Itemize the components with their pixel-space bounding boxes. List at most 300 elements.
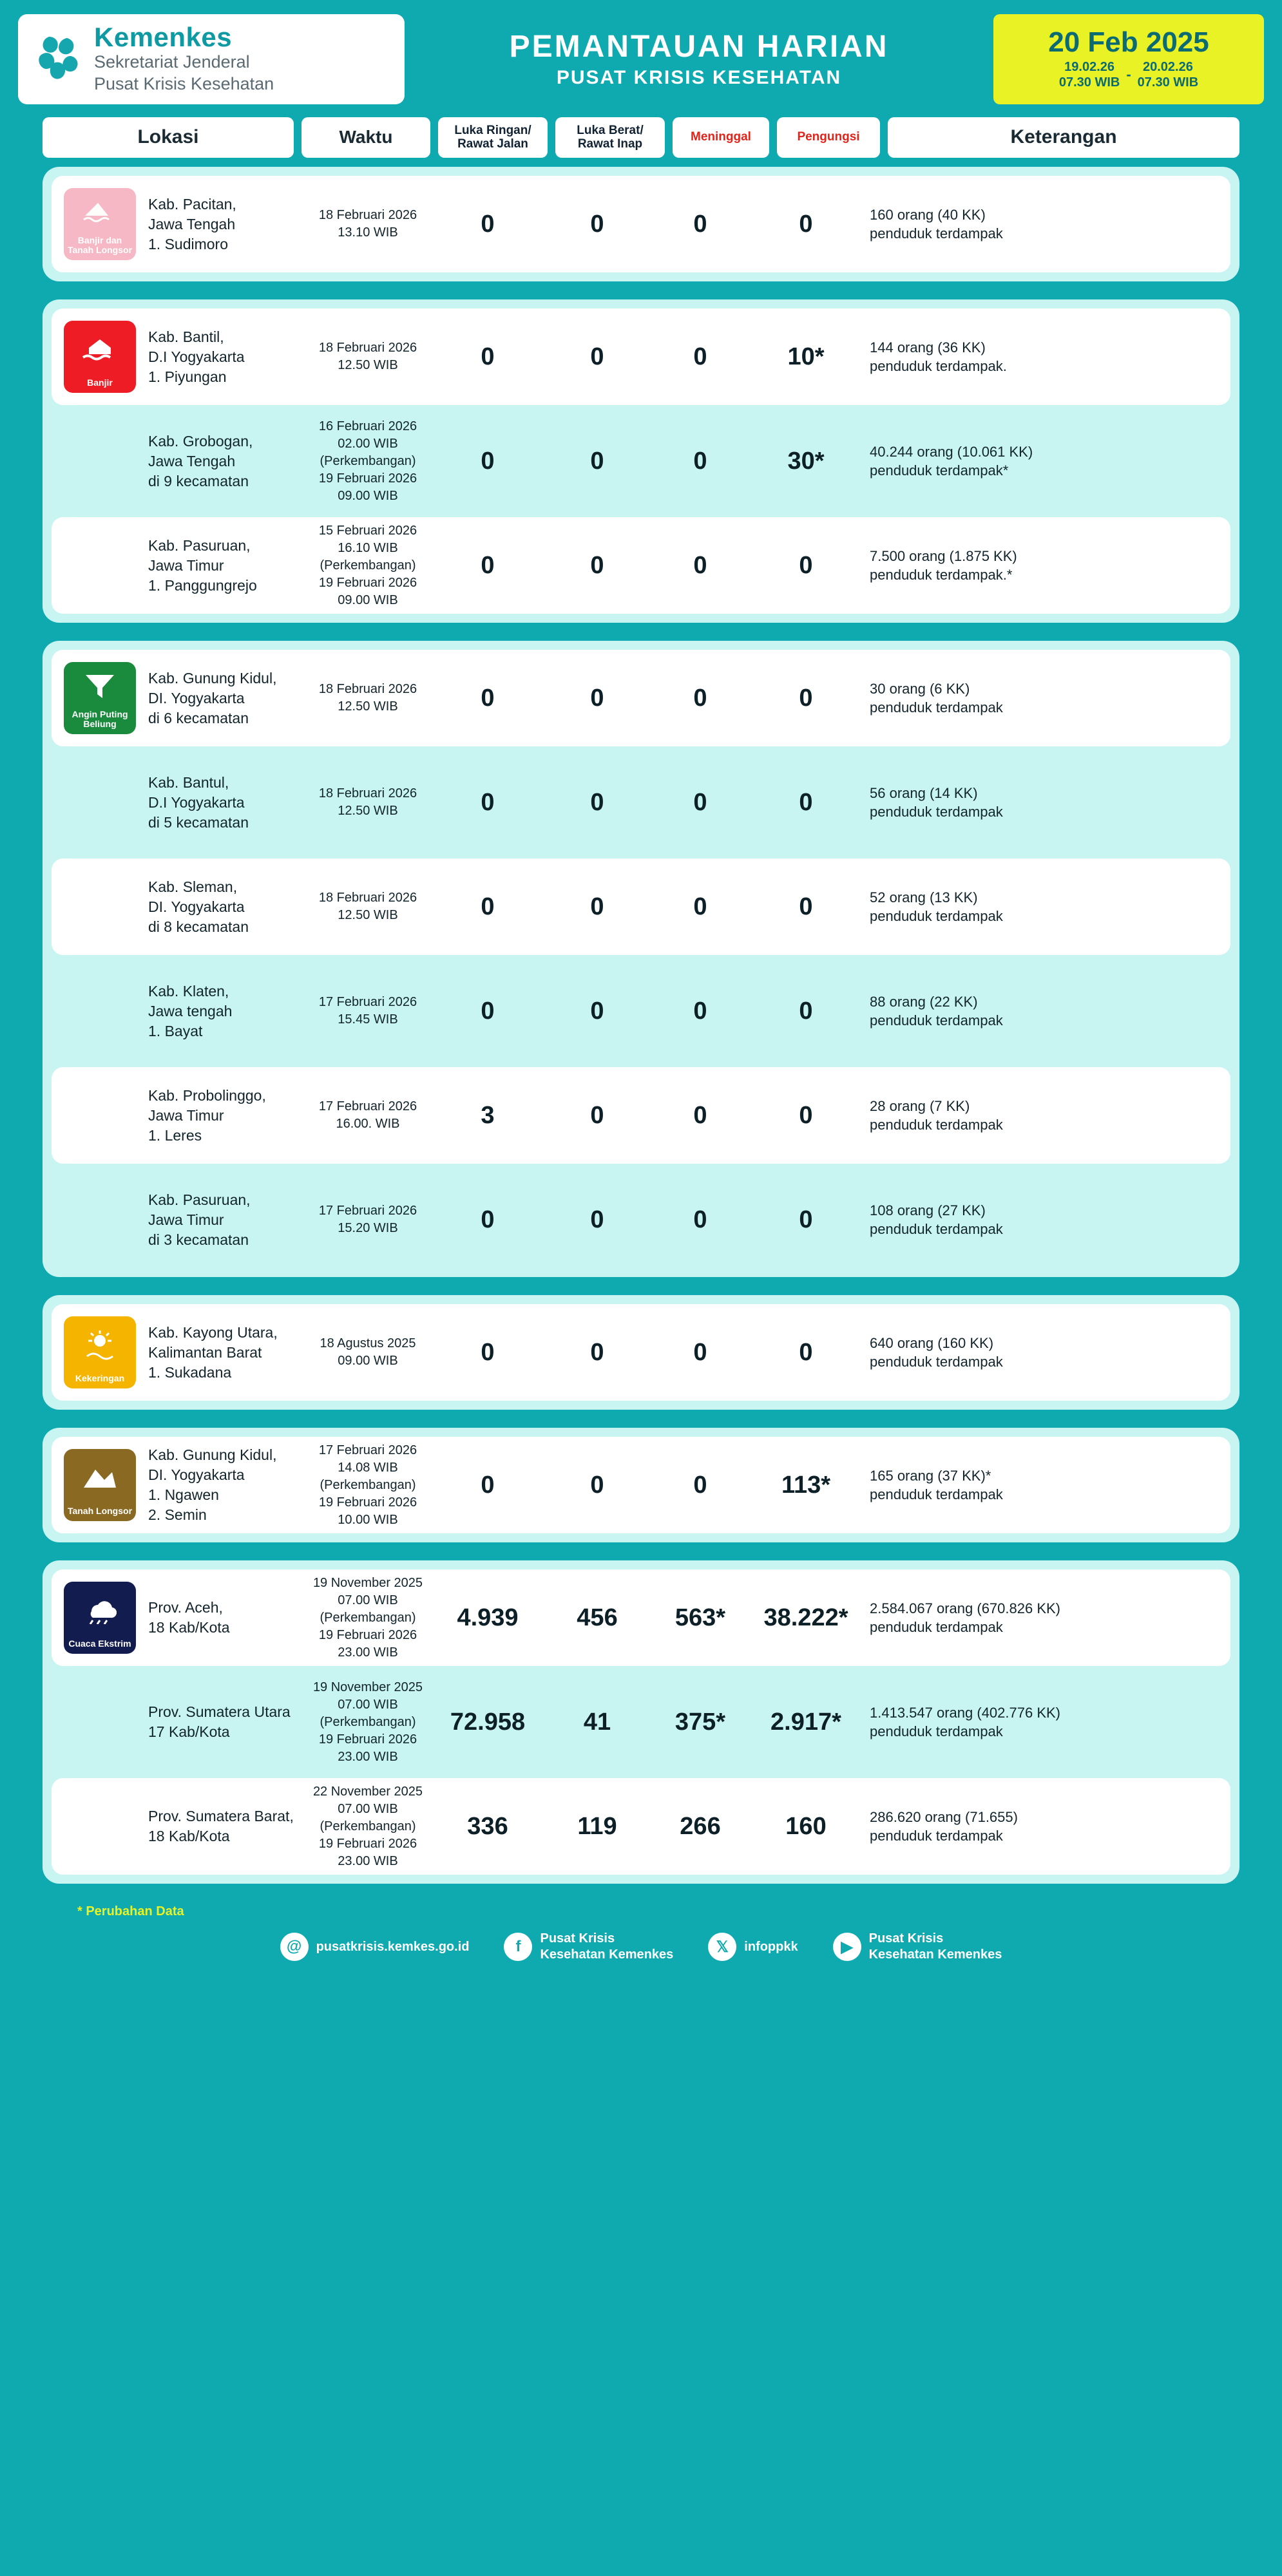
table-row <box>52 754 1230 851</box>
lokasi-line: di 3 kecamatan <box>148 1231 249 1248</box>
row-icon-cell <box>52 1067 148 1164</box>
lokasi-line: Kab. Klaten, <box>148 982 229 999</box>
table-row <box>52 1569 1230 1666</box>
waktu-line: 12.50 WIB <box>338 699 398 714</box>
cell-waktu <box>303 176 433 272</box>
table-row <box>52 1171 1230 1268</box>
cell-pengungsi: 0 <box>799 1206 813 1233</box>
cell-keterangan <box>863 1067 1230 1164</box>
keterangan-line: penduduk terdampak <box>870 1221 1003 1238</box>
cell-waktu <box>303 1569 433 1666</box>
cell-meninggal: 0 <box>693 210 707 238</box>
keterangan-line: 30 orang (6 KK) <box>870 680 970 697</box>
flood-landslide-icon-glyph <box>82 188 117 235</box>
header <box>0 0 1282 111</box>
lokasi-line: 1. Bayat <box>148 1022 203 1039</box>
cell-lokasi <box>148 963 303 1059</box>
cell-keterangan <box>863 308 1230 405</box>
column-header-luka-ringan-line2: Rawat Jalan <box>457 137 528 151</box>
waktu-line: 12.50 WIB <box>338 804 398 819</box>
cell-pengungsi: 0 <box>799 210 813 238</box>
lokasi-line: di 5 kecamatan <box>148 813 249 831</box>
cell-lokasi <box>148 1674 303 1770</box>
waktu-line: 15 Februari 2026 <box>318 523 417 538</box>
keterangan-line: 1.413.547 orang (402.776 KK) <box>870 1704 1061 1721</box>
cell-pengungsi: 0 <box>799 1101 813 1129</box>
cell-lokasi <box>148 1171 303 1268</box>
cell-pengungsi: 0 <box>799 1338 813 1366</box>
keterangan-line: penduduk terdampak <box>870 1354 1003 1370</box>
lokasi-line: Jawa Timur <box>148 1106 224 1124</box>
cell-lokasi <box>148 1569 303 1666</box>
cell-luka-ringan: 0 <box>481 997 495 1025</box>
footer <box>0 1928 1282 1980</box>
cell-keterangan <box>863 1437 1230 1533</box>
keterangan-line: penduduk terdampak <box>870 1619 1003 1636</box>
row-icon-cell <box>52 176 148 272</box>
waktu-line: 15.20 WIB <box>338 1221 398 1236</box>
lokasi-line: 1. Sudimoro <box>148 235 229 252</box>
disaster-group <box>43 1428 1239 1542</box>
flood-icon <box>64 321 136 393</box>
table-row <box>52 176 1230 272</box>
lokasi-line: 18 Kab/Kota <box>148 1619 230 1636</box>
tornado-icon <box>64 662 136 734</box>
waktu-line: 15.45 WIB <box>338 1012 398 1027</box>
cell-pengungsi: 0 <box>799 551 813 579</box>
x-twitter-icon[interactable]: 𝕏 <box>708 1933 736 1961</box>
lokasi-line: Kab. Sleman, <box>148 878 238 895</box>
row-icon-cell <box>52 1304 148 1401</box>
table-row <box>52 1067 1230 1164</box>
waktu-line: 10.00 WIB <box>338 1512 398 1527</box>
table-row <box>52 1304 1230 1401</box>
cell-keterangan <box>863 1569 1230 1666</box>
cell-keterangan <box>863 517 1230 614</box>
date-to-date: 20.02.26 <box>1142 59 1193 74</box>
lokasi-line: Kab. Grobogan, <box>148 432 253 450</box>
cell-pengungsi: 160 <box>785 1812 827 1840</box>
lokasi-line: Kab. Gunung Kidul, <box>148 1446 277 1464</box>
disaster-group <box>43 1295 1239 1410</box>
lokasi-line: di 8 kecamatan <box>148 918 249 935</box>
badge-label: Banjir dan Tanah Longsor <box>67 234 133 255</box>
cell-meninggal: 0 <box>693 1101 707 1129</box>
cell-luka-ringan: 0 <box>481 447 495 475</box>
cell-pengungsi: 113* <box>781 1471 831 1499</box>
table-row <box>52 308 1230 405</box>
waktu-line: 16 Februari 2026 <box>318 419 417 433</box>
waktu-line: 07.00 WIB <box>338 1697 398 1712</box>
lokasi-line: 18 Kab/Kota <box>148 1828 230 1845</box>
cell-luka-berat: 0 <box>590 1338 604 1366</box>
footer-item-label: infoppkk <box>744 1939 798 1954</box>
logo-line-1: Kemenkes <box>94 22 233 52</box>
lokasi-line: di 9 kecamatan <box>148 472 249 489</box>
table-row <box>52 963 1230 1059</box>
waktu-line: 14.08 WIB <box>338 1460 398 1475</box>
drought-icon-glyph <box>83 1316 117 1374</box>
lokasi-line: D.I Yogyakarta <box>148 793 245 811</box>
cell-meninggal: 0 <box>693 551 707 579</box>
waktu-line: (Perkembangan) <box>320 1714 416 1729</box>
cell-meninggal: 0 <box>693 1338 707 1366</box>
keterangan-line: penduduk terdampak <box>870 1012 1003 1029</box>
disaster-groups <box>0 167 1282 1884</box>
keterangan-line: penduduk terdampak <box>870 225 1003 242</box>
cell-luka-ringan: 336 <box>467 1812 508 1840</box>
cell-meninggal: 0 <box>693 1206 707 1233</box>
flood-icon-glyph <box>81 321 119 378</box>
waktu-line: 18 Februari 2026 <box>318 891 417 905</box>
lokasi-line: di 6 kecamatan <box>148 709 249 726</box>
date-big: 20 Feb 2025 <box>1048 26 1209 58</box>
column-header-luka-berat-line2: Rawat Inap <box>577 137 643 151</box>
waktu-line: 19 November 2025 <box>312 1680 423 1694</box>
cell-lokasi <box>148 308 303 405</box>
row-icon-cell <box>52 517 148 614</box>
lokasi-line: Jawa tengah <box>148 1002 233 1019</box>
cell-luka-berat: 0 <box>590 788 604 816</box>
column-header-waktu: Waktu <box>301 117 430 158</box>
keterangan-line: penduduk terdampak* <box>870 462 1009 479</box>
keterangan-line: 640 orang (160 KK) <box>870 1334 994 1351</box>
cell-lokasi <box>148 517 303 614</box>
tornado-icon-glyph <box>83 662 117 709</box>
table-row <box>52 1778 1230 1875</box>
cell-lokasi <box>148 1304 303 1401</box>
waktu-line: 19 Februari 2026 <box>318 1732 417 1747</box>
cell-pengungsi: 0 <box>799 997 813 1025</box>
cell-meninggal: 0 <box>693 893 707 920</box>
waktu-line: (Perkembangan) <box>320 1610 416 1625</box>
column-header-meninggal: Meninggal <box>673 117 769 158</box>
cell-luka-berat: 0 <box>590 1206 604 1233</box>
cell-waktu <box>303 1067 433 1164</box>
cell-luka-ringan: 0 <box>481 684 495 712</box>
waktu-line: 18 Februari 2026 <box>318 786 417 801</box>
row-icon-cell <box>52 1437 148 1533</box>
cell-waktu <box>303 1304 433 1401</box>
lokasi-line: 1. Leres <box>148 1126 202 1144</box>
table-row <box>52 413 1230 509</box>
waktu-line: 09.00 WIB <box>338 592 398 607</box>
column-header-pengungsi: Pengungsi <box>777 117 880 158</box>
lokasi-line: Jawa Tengah <box>148 215 236 232</box>
waktu-line: 12.50 WIB <box>338 358 398 373</box>
column-header-luka-berat-line1: Luka Berat/ <box>577 123 644 137</box>
waktu-line: 09.00 WIB <box>338 488 398 503</box>
keterangan-line: penduduk terdampak.* <box>870 567 1013 583</box>
keterangan-line: penduduk terdampak <box>870 1117 1003 1133</box>
date-from <box>1059 59 1120 90</box>
lokasi-line: Kab. Bantil, <box>148 328 224 345</box>
row-icon-cell <box>52 1674 148 1770</box>
cell-luka-ringan: 72.958 <box>450 1708 526 1736</box>
cell-luka-berat: 0 <box>590 551 604 579</box>
lokasi-line: Prov. Aceh, <box>148 1599 223 1616</box>
cell-pengungsi: 30* <box>787 447 825 475</box>
cell-keterangan <box>863 963 1230 1059</box>
logo-block <box>18 14 405 104</box>
cell-luka-ringan: 0 <box>481 343 495 370</box>
cell-waktu <box>303 308 433 405</box>
waktu-line: (Perkembangan) <box>320 558 416 573</box>
lokasi-line: Jawa Timur <box>148 1211 224 1228</box>
website-icon[interactable]: @ <box>280 1933 309 1961</box>
row-icon-cell <box>52 858 148 955</box>
cell-luka-berat: 0 <box>590 447 604 475</box>
extreme-weather-icon-glyph <box>82 1582 117 1639</box>
lokasi-line: Kalimantan Barat <box>148 1343 262 1361</box>
date-to <box>1138 59 1198 90</box>
kemenkes-logo-icon <box>30 32 85 87</box>
cell-waktu <box>303 517 433 614</box>
lokasi-line: Kab. Probolinggo, <box>148 1086 266 1104</box>
cell-keterangan <box>863 1674 1230 1770</box>
lokasi-line: D.I Yogyakarta <box>148 348 245 365</box>
badge-label: Banjir <box>87 377 113 388</box>
cell-luka-berat: 0 <box>590 1101 604 1129</box>
cell-keterangan <box>863 754 1230 851</box>
cell-waktu <box>303 858 433 955</box>
lokasi-line: 17 Kab/Kota <box>148 1723 230 1741</box>
cell-pengungsi: 0 <box>799 893 813 920</box>
cell-luka-berat: 41 <box>583 1708 611 1736</box>
footer-item[interactable] <box>504 1931 673 1963</box>
cell-luka-berat: 0 <box>590 684 604 712</box>
footer-item[interactable] <box>280 1933 470 1961</box>
lokasi-line: Kab. Pacitan, <box>148 195 236 213</box>
cell-luka-berat: 456 <box>577 1604 618 1631</box>
row-icon-cell <box>52 1171 148 1268</box>
keterangan-line: penduduk terdampak <box>870 908 1003 925</box>
cell-lokasi <box>148 858 303 955</box>
lokasi-line: Prov. Sumatera Barat, <box>148 1808 294 1825</box>
lokasi-line: Jawa Timur <box>148 556 224 574</box>
cell-keterangan <box>863 176 1230 272</box>
keterangan-line: 52 orang (13 KK) <box>870 889 978 905</box>
cell-waktu <box>303 1437 433 1533</box>
date-from-time: 07.30 WIB <box>1058 75 1120 90</box>
cell-lokasi <box>148 650 303 746</box>
lokasi-line: Kab. Pasuruan, <box>148 536 251 554</box>
landslide-icon <box>64 1449 136 1521</box>
footer-item-label: pusatkrisis.kemkes.go.id <box>316 1939 470 1954</box>
date-to-time: 07.30 WIB <box>1137 75 1199 90</box>
waktu-line: 17 Februari 2026 <box>318 1443 417 1457</box>
column-header-luka-berat <box>555 117 665 158</box>
row-icon-cell <box>52 308 148 405</box>
keterangan-line: 144 orang (36 KK) <box>870 339 986 355</box>
keterangan-line: penduduk terdampak <box>870 1723 1003 1740</box>
waktu-line: 22 November 2025 <box>312 1784 423 1799</box>
table-column-headers <box>0 111 1282 167</box>
footer-item-label: Pusat Krisis Kesehatan Kemenkes <box>540 1931 674 1962</box>
lokasi-line: 1. Ngawen <box>148 1486 219 1504</box>
cell-waktu <box>303 1674 433 1770</box>
waktu-line: 18 Agustus 2025 <box>320 1336 416 1351</box>
cell-pengungsi: 0 <box>799 788 813 816</box>
cell-luka-berat: 0 <box>590 997 604 1025</box>
date-dash: - <box>1126 66 1131 82</box>
disaster-group <box>43 167 1239 281</box>
title-main: PEMANTAUAN HARIAN <box>509 30 889 64</box>
cell-meninggal: 266 <box>680 1812 721 1840</box>
cell-luka-ringan: 0 <box>481 1338 495 1366</box>
cell-keterangan <box>863 858 1230 955</box>
cell-pengungsi: 2.917* <box>770 1708 841 1736</box>
keterangan-line: 7.500 orang (1.875 KK) <box>870 547 1017 564</box>
data-change-note: * Perubahan Data <box>77 1904 184 1919</box>
badge-label: Tanah Longsor <box>67 1505 133 1516</box>
landslide-icon-glyph <box>82 1449 117 1506</box>
cell-lokasi <box>148 1067 303 1164</box>
keterangan-line: penduduk terdampak <box>870 1486 1003 1503</box>
title-sub: PUSAT KRISIS KESEHATAN <box>556 67 842 89</box>
keterangan-line: 108 orang (27 KK) <box>870 1202 986 1218</box>
lokasi-line: 1. Sukadana <box>148 1363 232 1381</box>
cell-luka-ringan: 0 <box>481 1471 495 1499</box>
cell-meninggal: 0 <box>693 997 707 1025</box>
lokasi-line: Jawa Tengah <box>148 452 236 469</box>
keterangan-line: 28 orang (7 KK) <box>870 1097 970 1114</box>
table-row <box>52 858 1230 955</box>
cell-luka-ringan: 0 <box>481 893 495 920</box>
cell-lokasi <box>148 754 303 851</box>
waktu-line: 23.00 WIB <box>338 1749 398 1764</box>
cell-lokasi <box>148 176 303 272</box>
cell-lokasi <box>148 1778 303 1875</box>
waktu-line: 23.00 WIB <box>338 1645 398 1660</box>
row-icon-cell <box>52 1778 148 1875</box>
cell-pengungsi: 38.222* <box>763 1604 848 1631</box>
cell-waktu <box>303 754 433 851</box>
row-icon-cell <box>52 754 148 851</box>
waktu-line: 16.00. WIB <box>336 1117 400 1132</box>
cell-meninggal: 0 <box>693 788 707 816</box>
row-icon-cell <box>52 1569 148 1666</box>
cell-lokasi <box>148 1437 303 1533</box>
row-icon-cell <box>52 650 148 746</box>
youtube-icon[interactable]: ▶ <box>833 1933 861 1961</box>
footer-item-label: Pusat Krisis Kesehatan Kemenkes <box>868 1931 1002 1962</box>
table-row <box>52 650 1230 746</box>
waktu-line: 02.00 WIB <box>338 436 398 451</box>
cell-meninggal: 563* <box>674 1604 726 1631</box>
cell-keterangan <box>863 413 1230 509</box>
keterangan-line: 286.620 orang (71.655) <box>870 1808 1018 1825</box>
cell-luka-berat: 119 <box>577 1812 617 1840</box>
date-range-box <box>993 14 1264 104</box>
cell-luka-ringan: 0 <box>481 788 495 816</box>
waktu-line: 19 Februari 2026 <box>318 471 417 486</box>
keterangan-line: penduduk terdampak <box>870 699 1003 716</box>
waktu-line: 17 Februari 2026 <box>318 995 417 1010</box>
cell-luka-ringan: 4.939 <box>457 1604 519 1631</box>
keterangan-line: 165 orang (37 KK)* <box>870 1467 991 1484</box>
row-icon-cell <box>52 413 148 509</box>
keterangan-line: 2.584.067 orang (670.826 KK) <box>870 1600 1061 1616</box>
logo-line-2: Sekretariat Jenderal <box>94 52 250 72</box>
badge-label: Angin Puting Beliung <box>72 708 128 729</box>
date-from-date: 19.02.26 <box>1064 59 1115 74</box>
page-title <box>416 14 982 104</box>
column-header-lokasi: Lokasi <box>43 117 294 158</box>
cell-luka-berat: 0 <box>590 210 604 238</box>
lokasi-line: 2. Semin <box>148 1506 207 1524</box>
waktu-line: (Perkembangan) <box>320 1477 416 1492</box>
lokasi-line: DI. Yogyakarta <box>148 689 245 706</box>
cell-keterangan <box>863 1304 1230 1401</box>
column-header-luka-ringan <box>438 117 548 158</box>
cell-meninggal: 0 <box>693 684 707 712</box>
cell-meninggal: 0 <box>693 343 707 370</box>
table-row <box>52 1437 1230 1533</box>
disaster-group <box>43 1560 1239 1884</box>
badge-label: Kekeringan <box>75 1372 125 1383</box>
waktu-line: 19 Februari 2026 <box>318 1627 417 1642</box>
lokasi-line: DI. Yogyakarta <box>148 898 245 915</box>
lokasi-line: Kab. Kayong Utara, <box>148 1323 278 1341</box>
facebook-icon[interactable]: f <box>504 1933 532 1961</box>
column-header-luka-ringan-line1: Luka Ringan/ <box>454 123 531 137</box>
keterangan-line: penduduk terdampak. <box>870 358 1007 375</box>
waktu-line: 19 Februari 2026 <box>318 1836 417 1851</box>
lokasi-line: 1. Piyungan <box>148 368 227 385</box>
waktu-line: 18 Februari 2026 <box>318 341 417 355</box>
waktu-line: 16.10 WIB <box>338 540 398 555</box>
cell-luka-ringan: 0 <box>481 1206 495 1233</box>
keterangan-line: penduduk terdampak <box>870 804 1003 820</box>
waktu-line: 23.00 WIB <box>338 1853 398 1868</box>
cell-luka-berat: 0 <box>590 893 604 920</box>
footer-item[interactable] <box>708 1933 798 1961</box>
cell-luka-ringan: 3 <box>481 1101 495 1129</box>
cell-luka-ringan: 0 <box>481 210 495 238</box>
keterangan-line: 56 orang (14 KK) <box>870 784 978 801</box>
footer-item[interactable] <box>833 1931 1002 1963</box>
column-header-keterangan: Keterangan <box>888 117 1239 158</box>
lokasi-line: Kab. Bantul, <box>148 773 229 791</box>
waktu-line: 13.10 WIB <box>338 225 398 240</box>
waktu-line: 09.00 WIB <box>338 1354 398 1368</box>
keterangan-line: 88 orang (22 KK) <box>870 993 978 1010</box>
cell-meninggal: 0 <box>693 1471 707 1499</box>
badge-label: Cuaca Ekstrim <box>68 1638 131 1649</box>
waktu-line: 18 Februari 2026 <box>318 682 417 697</box>
keterangan-line: 160 orang (40 KK) <box>870 206 986 223</box>
cell-waktu <box>303 963 433 1059</box>
waktu-line: 19 Februari 2026 <box>318 1495 417 1510</box>
cell-pengungsi: 0 <box>799 684 813 712</box>
cell-meninggal: 0 <box>693 447 707 475</box>
row-icon-cell <box>52 963 148 1059</box>
logo-line-3: Pusat Krisis Kesehatan <box>94 73 274 93</box>
lokasi-line: Kab. Pasuruan, <box>148 1191 251 1208</box>
cell-luka-ringan: 0 <box>481 551 495 579</box>
disaster-group <box>43 299 1239 623</box>
waktu-line: 07.00 WIB <box>338 1593 398 1607</box>
cell-keterangan <box>863 1171 1230 1268</box>
keterangan-line: 40.244 orang (10.061 KK) <box>870 443 1033 460</box>
waktu-line: 19 Februari 2026 <box>318 575 417 590</box>
waktu-line: (Perkembangan) <box>320 453 416 468</box>
waktu-line: 18 Februari 2026 <box>318 208 417 223</box>
flood-landslide-icon <box>64 188 136 260</box>
waktu-line: (Perkembangan) <box>320 1819 416 1833</box>
disaster-group <box>43 641 1239 1277</box>
